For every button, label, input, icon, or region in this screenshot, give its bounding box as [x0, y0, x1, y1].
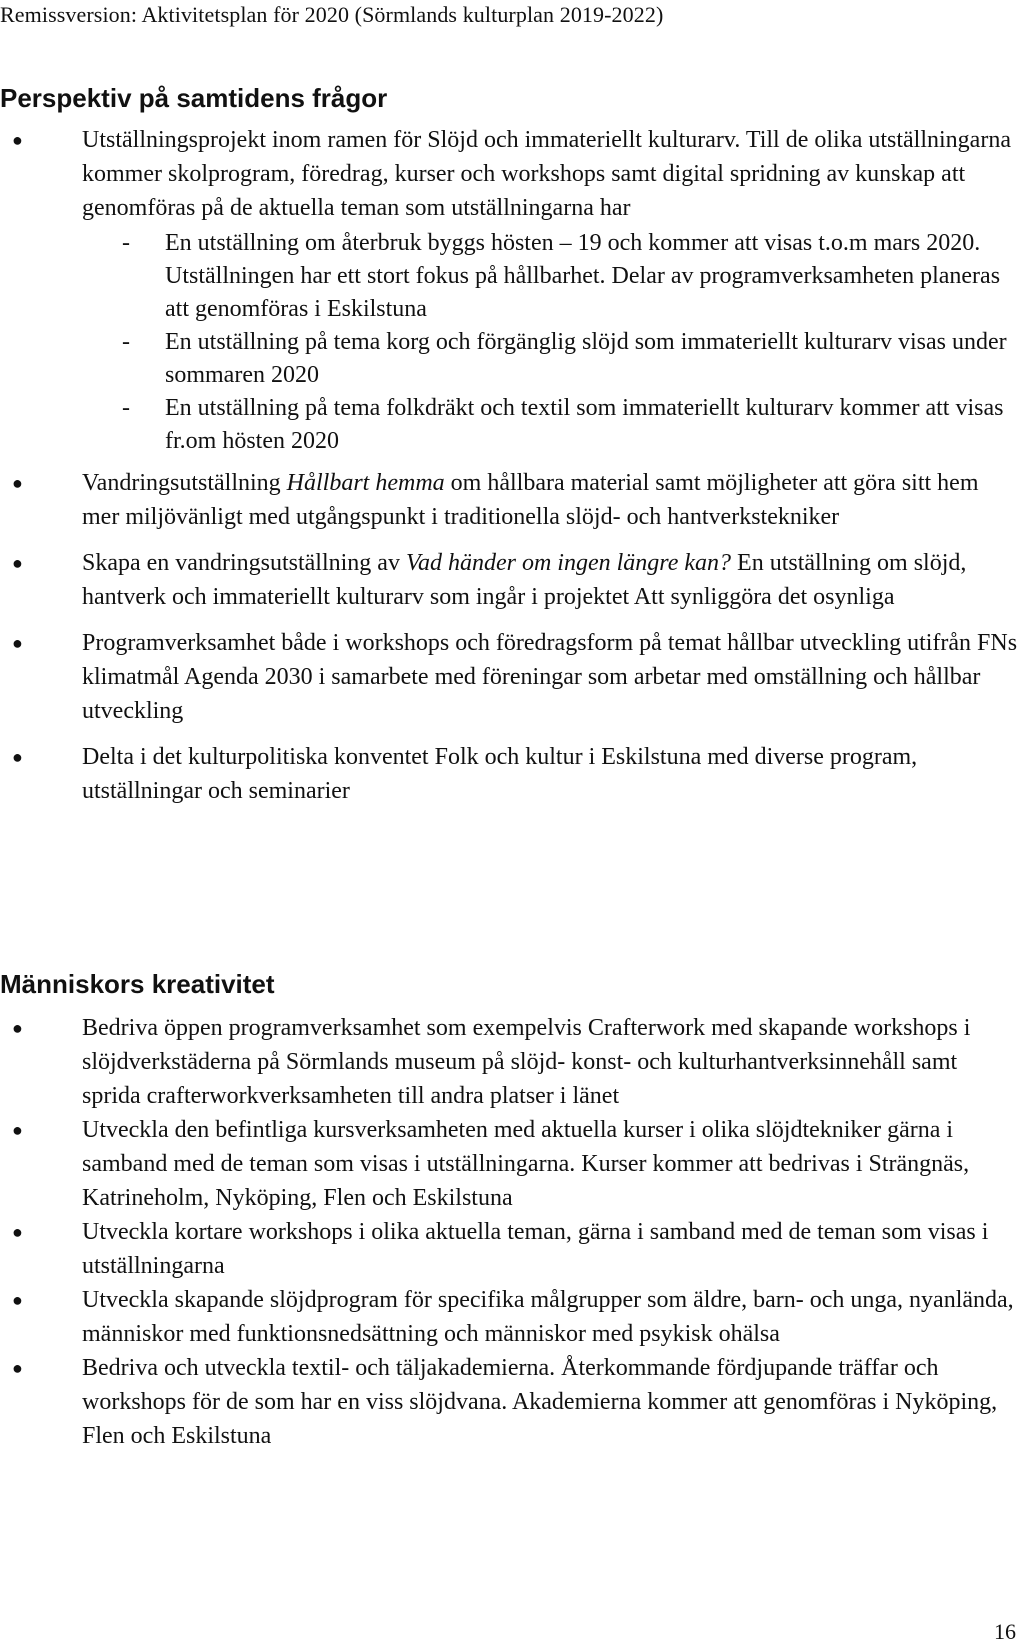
list-item [0, 1113, 1024, 1215]
sub-list-item-text: En utställning på tema korg och förgänglig slöjd som immateriellt kulturarv visas under sommaren 2020 [165, 329, 1007, 388]
dash-icon: - [122, 230, 130, 256]
list-item-text: Utveckla den befintliga kursverksamheten med aktuella kurser i olika slöjdtekniker gärna i samband med de teman som visas i utställningarna. Kurser kommer att bedrivas i Strängnäs, Katrineholm, Nyköping, Flen och Eskilstuna [82, 1117, 970, 1211]
bullet-icon: ● [12, 1358, 23, 1378]
exhibition-title: Hållbart hemma [286, 470, 445, 496]
bullet-icon: ● [12, 553, 23, 573]
sub-list-item-text: En utställning om återbruk byggs hösten – 19 och kommer att visas t.o.m mars 2020. Utställningen har ett stort fokus på hållbarhet. Delar av programverksamheten planeras att genomföras i Eskilstuna [165, 230, 1001, 322]
bullet-icon: ● [12, 1222, 23, 1242]
list-item [0, 1215, 1024, 1283]
bullet-icon: ● [12, 747, 23, 767]
document-header: Remissversion: Aktivitetsplan för 2020 (Sörmlands kulturplan 2019-2022) [0, 2, 664, 27]
list-item-text-part: Vandringsutställning [82, 470, 287, 496]
list-item-text: Utställningsprojekt inom ramen för Slöjd och immateriellt kulturarv. Till de olika utställningarna kommer skolprogram, föredrag, kurser och workshops samt digital spridning av kunskap att genomföras på de aktuella teman som utställningarna har [82, 127, 1011, 221]
section-perspektiv-list [0, 123, 1024, 808]
page-number: 16 [994, 1619, 1016, 1644]
sub-list-item [0, 326, 1024, 392]
bullet-icon: ● [12, 633, 23, 653]
dash-icon: - [122, 395, 130, 421]
sub-list-item [0, 392, 1024, 458]
list-item [0, 466, 1024, 534]
bullet-icon: ● [12, 1120, 23, 1140]
list-item [0, 1011, 1024, 1113]
list-item [0, 1351, 1024, 1453]
section-kreativitet-list [0, 1011, 1024, 1453]
section-heading-perspektiv: Perspektiv på samtidens frågor [0, 83, 388, 113]
bullet-icon: ● [12, 1290, 23, 1310]
list-item-text: Delta i det kulturpolitiska konventet Folk och kultur i Eskilstuna med diverse program, utställningar och seminarier [82, 744, 918, 804]
list-item-text [82, 466, 1018, 534]
exhibition-title: Vad händer om ingen längre kan? [405, 550, 732, 576]
dash-icon: - [122, 329, 130, 355]
section-heading-kreativitet: Människors kreativitet [0, 969, 275, 999]
sub-list-item [0, 227, 1024, 326]
list-item-text-part: om hållbara material samt möjligheter att göra sitt hem mer miljövänligt med utgångspunkt i traditionella slöjd- och hantverkstekniker [82, 470, 979, 530]
list-item [0, 740, 1024, 808]
list-item [0, 123, 1024, 225]
list-item-text [82, 546, 1018, 614]
bullet-icon: ● [12, 130, 23, 150]
list-item-text-part: Skapa en vandringsutställning av [82, 550, 406, 576]
list-item-text: Utveckla kortare workshops i olika aktuella teman, gärna i samband med de teman som visas i utställningarna [82, 1219, 989, 1279]
list-item [0, 1283, 1024, 1351]
list-item-text-part: En utställning om slöjd, hantverk och immateriellt kulturarv som ingår i projektet Att synliggöra det osynliga [82, 550, 967, 610]
bullet-icon: ● [12, 1018, 23, 1038]
list-item-text: Programverksamhet både i workshops och föredragsform på temat hållbar utveckling utifrån FNs klimatmål Agenda 2030 i samarbete med föreningar som arbetar med omställning och hållbar utveckling [82, 630, 1018, 724]
list-item-text: Bedriva öppen programverksamhet som exempelvis Crafterwork med skapande workshops i slöjdverkstäderna på Sörmlands museum på slöjd- konst- och kulturhantverksinnehåll samt sprida crafterworkverksamheten till andra platser i länet [82, 1015, 971, 1109]
list-item-text: Utveckla skapande slöjdprogram för specifika målgrupper som äldre, barn- och unga, nyanlända, människor med funktionsnedsättning och människor med psykisk ohälsa [82, 1287, 1014, 1347]
list-item [0, 546, 1024, 614]
bullet-icon: ● [12, 473, 23, 493]
list-item [0, 626, 1024, 728]
list-item-text: Bedriva och utveckla textil- och täljakademierna. Återkommande fördjupande träffar och workshops för de som har en viss slöjdvana. Akademierna kommer att genomföras i Nyköping, Flen och Eskilstuna [82, 1355, 998, 1449]
sub-list-item-text: En utställning på tema folkdräkt och textil som immateriellt kulturarv kommer att visas fr.om hösten 2020 [165, 395, 1004, 454]
